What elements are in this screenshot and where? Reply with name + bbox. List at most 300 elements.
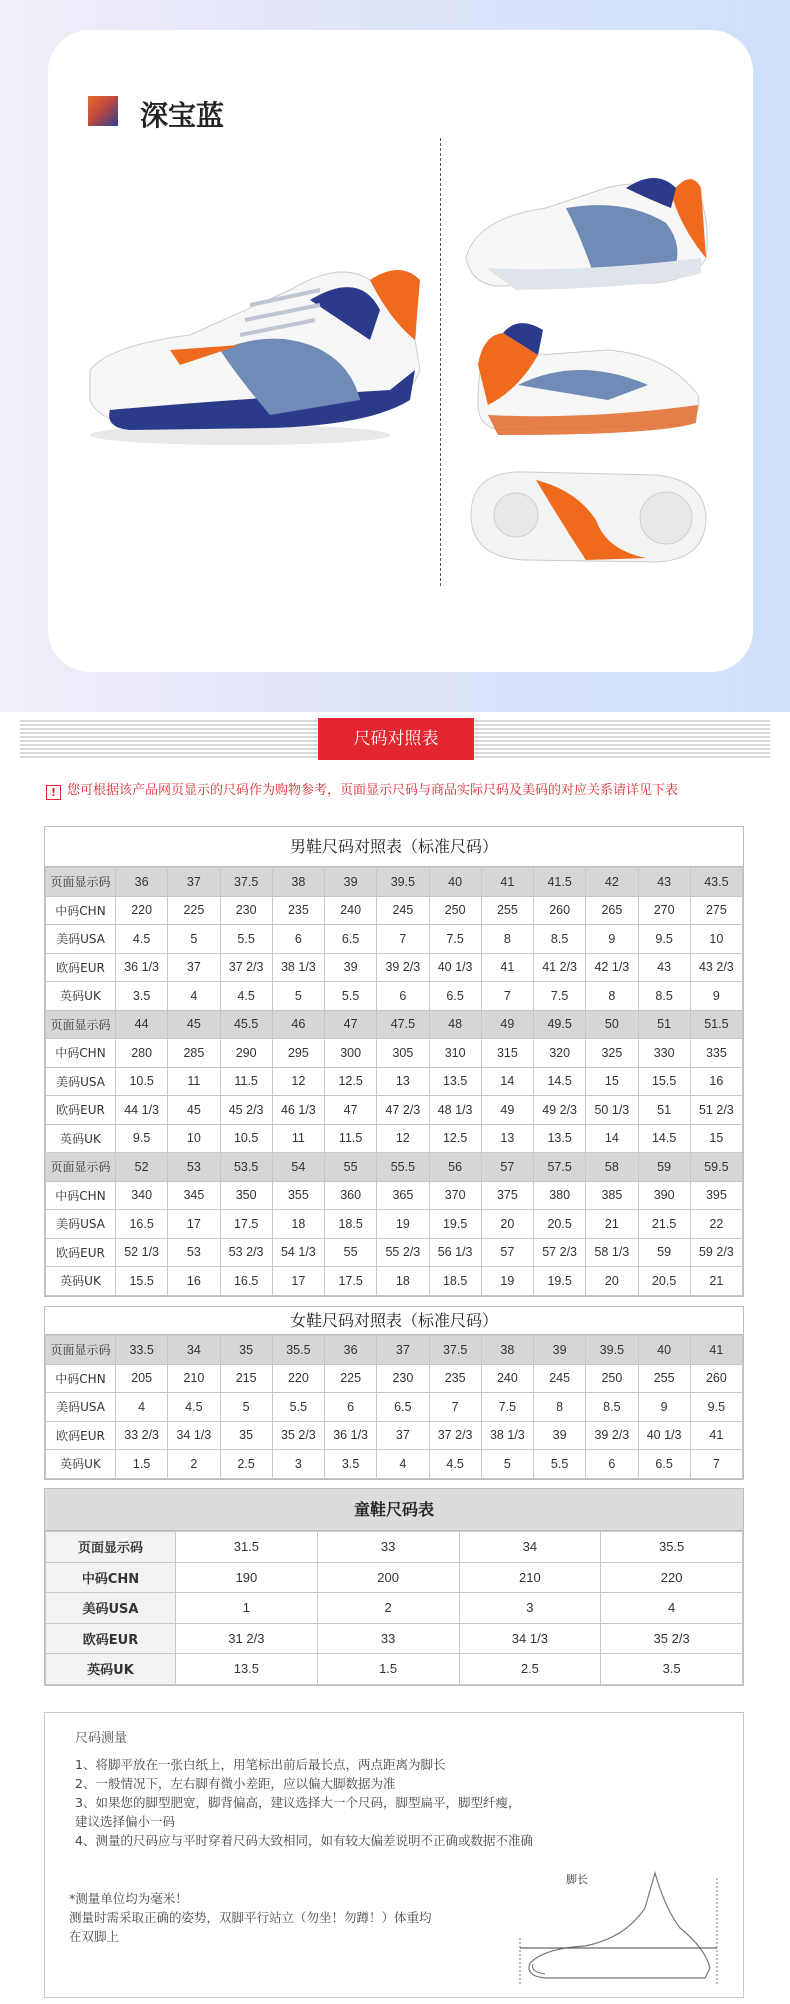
table-cell: 34 1/3: [459, 1623, 601, 1654]
table-cell: 43 2/3: [690, 953, 742, 982]
measure-guide: [44, 1712, 744, 1998]
womens-size-table: [44, 1306, 744, 1480]
table-cell: 40 1/3: [638, 1421, 690, 1450]
table-cell: 54 1/3: [272, 1238, 324, 1267]
table-cell: 34: [168, 1336, 220, 1365]
table-cell: 205: [116, 1364, 168, 1393]
table-row: [46, 1181, 743, 1210]
size-notice: [46, 780, 766, 802]
table-cell: 37: [377, 1421, 429, 1450]
kids-size-table: [44, 1488, 744, 1686]
table-cell: 10.5: [116, 1067, 168, 1096]
table-cell: 250: [586, 1364, 638, 1393]
table-cell: 53.5: [220, 1153, 272, 1182]
table-cell: 20: [481, 1210, 533, 1239]
table-cell: 190: [176, 1562, 318, 1593]
table-cell: 36 1/3: [116, 953, 168, 982]
table-cell: 2: [317, 1593, 459, 1624]
table-cell: 14.5: [638, 1124, 690, 1153]
table-cell: 19: [377, 1210, 429, 1239]
measure-title: 尺码测量: [75, 1731, 128, 1746]
table-cell: 11.5: [220, 1067, 272, 1096]
table-cell: 46: [272, 1010, 324, 1039]
table-cell: 350: [220, 1181, 272, 1210]
foot-length-label: 脚长: [566, 1873, 588, 1886]
table-row: [46, 1336, 743, 1365]
table-cell: 41: [481, 868, 533, 897]
table-cell: 260: [534, 896, 586, 925]
row-label: 中码CHN: [46, 896, 116, 925]
table-cell: 45: [168, 1010, 220, 1039]
table-cell: 39: [325, 953, 377, 982]
measure-note-line: 在双脚上: [69, 1929, 120, 1944]
table-cell: 33 2/3: [116, 1421, 168, 1450]
table-cell: 35 2/3: [601, 1623, 743, 1654]
table-cell: 310: [429, 1039, 481, 1068]
table-cell: 40 1/3: [429, 953, 481, 982]
mens-size-table: [44, 826, 744, 1297]
row-label: 中码CHN: [46, 1181, 116, 1210]
table-cell: 9.5: [690, 1393, 742, 1422]
table-cell: 13.5: [429, 1067, 481, 1096]
row-label: 页面显示码: [46, 1336, 116, 1365]
table-cell: 18.5: [429, 1267, 481, 1296]
shoe-side-image: [456, 148, 716, 298]
row-label: 英码UK: [46, 1450, 116, 1479]
table-cell: 7: [690, 1450, 742, 1479]
table-cell: 5: [168, 925, 220, 954]
table-cell: 8: [481, 925, 533, 954]
table-cell: 33.5: [116, 1336, 168, 1365]
table-cell: 3: [459, 1593, 601, 1624]
notice-text: 您可根据该产品网页显示的尺码作为购物参考，页面显示尺码与商品实际尺码及美码的对应关系请详见下表: [67, 783, 679, 798]
table-cell: 8.5: [586, 1393, 638, 1422]
table-cell: 58 1/3: [586, 1238, 638, 1267]
table-cell: 245: [534, 1364, 586, 1393]
table-cell: 7: [429, 1393, 481, 1422]
table-cell: 38 1/3: [481, 1421, 533, 1450]
table-cell: 8.5: [638, 982, 690, 1011]
table-cell: 35: [220, 1336, 272, 1365]
table-cell: 22: [690, 1210, 742, 1239]
table-row: [46, 1067, 743, 1096]
table-cell: 16: [690, 1067, 742, 1096]
table-cell: 35 2/3: [272, 1421, 324, 1450]
shoe-main-image: [70, 250, 450, 450]
row-label: 美码USA: [46, 925, 116, 954]
table-cell: 355: [272, 1181, 324, 1210]
table-cell: 59 2/3: [690, 1238, 742, 1267]
table-cell: 39.5: [586, 1336, 638, 1365]
table-cell: 36: [116, 868, 168, 897]
table-cell: 9.5: [638, 925, 690, 954]
table-row: [46, 1010, 743, 1039]
table-cell: 39: [534, 1336, 586, 1365]
table-cell: 43: [638, 953, 690, 982]
table-cell: 58: [586, 1153, 638, 1182]
table-cell: 50: [586, 1010, 638, 1039]
table-cell: 14: [586, 1124, 638, 1153]
mens-table-grid: [45, 867, 743, 1296]
table-cell: 52 1/3: [116, 1238, 168, 1267]
table-cell: 49: [481, 1096, 533, 1125]
table-cell: 265: [586, 896, 638, 925]
row-label: 页面显示码: [46, 1010, 116, 1039]
table-cell: 44 1/3: [116, 1096, 168, 1125]
table-cell: 6.5: [377, 1393, 429, 1422]
table-cell: 40: [638, 1336, 690, 1365]
row-label: 欧码EUR: [46, 1096, 116, 1125]
row-label: 美码USA: [46, 1210, 116, 1239]
table-cell: 49 2/3: [534, 1096, 586, 1125]
table-row: [46, 868, 743, 897]
table-cell: 335: [690, 1039, 742, 1068]
table-cell: 40: [429, 868, 481, 897]
table-cell: 6: [325, 1393, 377, 1422]
table-cell: 9: [586, 925, 638, 954]
table-cell: 51: [638, 1096, 690, 1125]
table-cell: 8: [534, 1393, 586, 1422]
row-label: 中码CHN: [46, 1039, 116, 1068]
table-cell: 56: [429, 1153, 481, 1182]
row-label: 英码UK: [46, 1654, 176, 1685]
table-cell: 390: [638, 1181, 690, 1210]
table-cell: 4.5: [168, 1393, 220, 1422]
row-label: 美码USA: [46, 1593, 176, 1624]
table-cell: 230: [220, 896, 272, 925]
measure-step: 2、一般情况下，左右脚有微小差距，应以偏大脚数据为准: [75, 1776, 396, 1791]
table-cell: 39 2/3: [377, 953, 429, 982]
table-cell: 19.5: [429, 1210, 481, 1239]
table-cell: 48 1/3: [429, 1096, 481, 1125]
table-cell: 4.5: [220, 982, 272, 1011]
table-cell: 21: [690, 1267, 742, 1296]
table-cell: 35: [220, 1421, 272, 1450]
table-cell: 39: [534, 1421, 586, 1450]
table-cell: 12: [377, 1124, 429, 1153]
table-cell: 49.5: [534, 1010, 586, 1039]
table-cell: 57 2/3: [534, 1238, 586, 1267]
table-row: [46, 1623, 743, 1654]
table-cell: 11: [168, 1067, 220, 1096]
table-cell: 5: [481, 1450, 533, 1479]
table-row: [46, 953, 743, 982]
table-cell: 395: [690, 1181, 742, 1210]
table-cell: 320: [534, 1039, 586, 1068]
table-row: [46, 1532, 743, 1563]
table-cell: 47: [325, 1096, 377, 1125]
row-label: 页面显示码: [46, 1532, 176, 1563]
table-cell: 385: [586, 1181, 638, 1210]
table-cell: 5.5: [272, 1393, 324, 1422]
table-cell: 370: [429, 1181, 481, 1210]
table-cell: 295: [272, 1039, 324, 1068]
table-cell: 2.5: [220, 1450, 272, 1479]
row-label: 页面显示码: [46, 1153, 116, 1182]
table-cell: 240: [481, 1364, 533, 1393]
table-cell: 55: [325, 1238, 377, 1267]
table-cell: 37: [168, 868, 220, 897]
table-cell: 20.5: [534, 1210, 586, 1239]
table-cell: 300: [325, 1039, 377, 1068]
measure-step: 建议选择偏小一码: [75, 1814, 176, 1829]
table-cell: 15.5: [116, 1267, 168, 1296]
table-cell: 39: [325, 868, 377, 897]
row-label: 欧码EUR: [46, 953, 116, 982]
table-cell: 14.5: [534, 1067, 586, 1096]
table-cell: 250: [429, 896, 481, 925]
table-cell: 225: [168, 896, 220, 925]
table-cell: 47.5: [377, 1010, 429, 1039]
table-cell: 305: [377, 1039, 429, 1068]
table-cell: 59: [638, 1153, 690, 1182]
table-cell: 12: [272, 1067, 324, 1096]
table-cell: 8: [586, 982, 638, 1011]
table-cell: 38: [481, 1336, 533, 1365]
table-cell: 46 1/3: [272, 1096, 324, 1125]
table-row: [46, 982, 743, 1011]
table-row: [46, 1096, 743, 1125]
table-cell: 50 1/3: [586, 1096, 638, 1125]
table-cell: 6.5: [638, 1450, 690, 1479]
table-cell: 53 2/3: [220, 1238, 272, 1267]
table-cell: 3.5: [601, 1654, 743, 1685]
table-cell: 42 1/3: [586, 953, 638, 982]
row-label: 欧码EUR: [46, 1421, 116, 1450]
table-cell: 57: [481, 1153, 533, 1182]
table-row: [46, 1450, 743, 1479]
table-cell: 325: [586, 1039, 638, 1068]
mens-table-title: 男鞋尺码对照表（标准尺码）: [45, 827, 743, 867]
measure-note-line: *测量单位均为毫米！: [69, 1891, 188, 1906]
table-cell: 8.5: [534, 925, 586, 954]
table-cell: 11.5: [325, 1124, 377, 1153]
table-cell: 47: [325, 1010, 377, 1039]
table-cell: 220: [272, 1364, 324, 1393]
table-cell: 42: [586, 868, 638, 897]
table-cell: 225: [325, 1364, 377, 1393]
table-cell: 39 2/3: [586, 1421, 638, 1450]
table-cell: 55.5: [377, 1153, 429, 1182]
table-row: [46, 1593, 743, 1624]
table-cell: 210: [459, 1562, 601, 1593]
table-cell: 10: [690, 925, 742, 954]
table-row: [46, 1364, 743, 1393]
table-cell: 59: [638, 1238, 690, 1267]
product-card: [48, 30, 753, 672]
measure-note-line: 测量时需采取正确的姿势，双脚平行站立（勿坐！勿蹲！）体重均: [69, 1910, 432, 1925]
table-cell: 330: [638, 1039, 690, 1068]
table-cell: 16: [168, 1267, 220, 1296]
table-cell: 7.5: [429, 925, 481, 954]
table-cell: 4: [116, 1393, 168, 1422]
measure-step: 4、测量的尺码应与平时穿着尺码大致相同，如有较大偏差说明不正确或数据不准确: [75, 1833, 533, 1848]
table-cell: 12.5: [429, 1124, 481, 1153]
table-cell: 7: [377, 925, 429, 954]
table-cell: 41: [690, 1421, 742, 1450]
product-hero: [0, 0, 790, 712]
table-cell: 19.5: [534, 1267, 586, 1296]
table-cell: 15: [586, 1067, 638, 1096]
table-cell: 365: [377, 1181, 429, 1210]
kids-table-grid: [45, 1531, 743, 1685]
table-cell: 240: [325, 896, 377, 925]
table-cell: 10: [168, 1124, 220, 1153]
table-cell: 230: [377, 1364, 429, 1393]
table-cell: 235: [429, 1364, 481, 1393]
womens-table-title: 女鞋尺码对照表（标准尺码）: [45, 1307, 743, 1335]
table-row: [46, 1153, 743, 1182]
measure-step: 3、如果您的脚型肥宽，脚背偏高，建议选择大一个尺码，脚型扁平，脚型纤瘦，: [75, 1795, 521, 1810]
table-cell: 59.5: [690, 1153, 742, 1182]
row-label: 欧码EUR: [46, 1623, 176, 1654]
table-cell: 38 1/3: [272, 953, 324, 982]
row-label: 英码UK: [46, 1124, 116, 1153]
table-row: [46, 1421, 743, 1450]
table-cell: 1.5: [317, 1654, 459, 1685]
table-row: [46, 1654, 743, 1685]
row-label: 英码UK: [46, 1267, 116, 1296]
table-cell: 315: [481, 1039, 533, 1068]
table-cell: 53: [168, 1153, 220, 1182]
table-cell: 55 2/3: [377, 1238, 429, 1267]
table-cell: 220: [601, 1562, 743, 1593]
table-cell: 6: [377, 982, 429, 1011]
table-cell: 375: [481, 1181, 533, 1210]
table-cell: 360: [325, 1181, 377, 1210]
table-cell: 18.5: [325, 1210, 377, 1239]
womens-table-grid: [45, 1335, 743, 1479]
table-cell: 7.5: [534, 982, 586, 1011]
table-cell: 51 2/3: [690, 1096, 742, 1125]
table-cell: 37: [377, 1336, 429, 1365]
table-cell: 21: [586, 1210, 638, 1239]
table-cell: 220: [116, 896, 168, 925]
table-cell: 43: [638, 868, 690, 897]
table-cell: 245: [377, 896, 429, 925]
table-cell: 5.5: [534, 1450, 586, 1479]
table-cell: 15.5: [638, 1067, 690, 1096]
shoe-sole-image: [456, 450, 716, 580]
table-cell: 37.5: [429, 1336, 481, 1365]
table-cell: 37 2/3: [220, 953, 272, 982]
table-cell: 17: [168, 1210, 220, 1239]
table-cell: 34: [459, 1532, 601, 1563]
section-title: 尺码对照表: [318, 718, 474, 760]
table-cell: 5: [220, 1393, 272, 1422]
measure-step: 1、将脚平放在一张白纸上，用笔标出前后最长点，两点距离为脚长: [75, 1757, 446, 1772]
row-label: 英码UK: [46, 982, 116, 1011]
table-cell: 5.5: [325, 982, 377, 1011]
table-cell: 45: [168, 1096, 220, 1125]
table-cell: 210: [168, 1364, 220, 1393]
table-cell: 36: [325, 1336, 377, 1365]
kids-table-title: 童鞋尺码表: [45, 1489, 743, 1531]
table-cell: 10.5: [220, 1124, 272, 1153]
table-cell: 2: [168, 1450, 220, 1479]
table-cell: 4: [377, 1450, 429, 1479]
table-cell: 3: [272, 1450, 324, 1479]
table-cell: 18: [272, 1210, 324, 1239]
table-cell: 37.5: [220, 868, 272, 897]
table-cell: 57.5: [534, 1153, 586, 1182]
table-row: [46, 925, 743, 954]
table-cell: 31.5: [176, 1532, 318, 1563]
table-cell: 17.5: [220, 1210, 272, 1239]
table-cell: 14: [481, 1067, 533, 1096]
table-cell: 41 2/3: [534, 953, 586, 982]
table-cell: 3.5: [116, 982, 168, 1011]
table-cell: 45 2/3: [220, 1096, 272, 1125]
table-cell: 37 2/3: [429, 1421, 481, 1450]
table-cell: 380: [534, 1181, 586, 1210]
table-cell: 285: [168, 1039, 220, 1068]
table-row: [46, 1393, 743, 1422]
table-cell: 6: [586, 1450, 638, 1479]
table-cell: 49: [481, 1010, 533, 1039]
table-cell: 270: [638, 896, 690, 925]
measure-note: [69, 1889, 449, 1946]
table-cell: 4.5: [429, 1450, 481, 1479]
table-cell: 57: [481, 1238, 533, 1267]
table-cell: 16.5: [116, 1210, 168, 1239]
table-cell: 255: [638, 1364, 690, 1393]
table-cell: 39.5: [377, 868, 429, 897]
table-cell: 13.5: [176, 1654, 318, 1685]
table-row: [46, 1124, 743, 1153]
table-cell: 13: [481, 1124, 533, 1153]
table-cell: 55: [325, 1153, 377, 1182]
table-cell: 7: [481, 982, 533, 1011]
table-cell: 215: [220, 1364, 272, 1393]
table-cell: 35.5: [601, 1532, 743, 1563]
row-label: 美码USA: [46, 1393, 116, 1422]
table-cell: 2.5: [459, 1654, 601, 1685]
table-cell: 4.5: [116, 925, 168, 954]
table-cell: 53: [168, 1238, 220, 1267]
table-cell: 41.5: [534, 868, 586, 897]
row-label: 美码USA: [46, 1067, 116, 1096]
table-cell: 54: [272, 1153, 324, 1182]
table-cell: 41: [481, 953, 533, 982]
shoe-medial-image: [458, 305, 708, 445]
table-cell: 260: [690, 1364, 742, 1393]
table-cell: 345: [168, 1181, 220, 1210]
table-cell: 34 1/3: [168, 1421, 220, 1450]
color-swatch: [88, 96, 118, 126]
table-cell: 235: [272, 896, 324, 925]
table-cell: 13.5: [534, 1124, 586, 1153]
table-cell: 36 1/3: [325, 1421, 377, 1450]
table-cell: 41: [690, 1336, 742, 1365]
table-cell: 4: [601, 1593, 743, 1624]
table-cell: 13: [377, 1067, 429, 1096]
row-label: 中码CHN: [46, 1364, 116, 1393]
table-cell: 275: [690, 896, 742, 925]
table-cell: 9: [690, 982, 742, 1011]
foot-diagram-icon: [505, 1868, 735, 1988]
table-cell: 20.5: [638, 1267, 690, 1296]
table-cell: 6: [272, 925, 324, 954]
table-cell: 9.5: [116, 1124, 168, 1153]
table-cell: 52: [116, 1153, 168, 1182]
table-cell: 290: [220, 1039, 272, 1068]
table-cell: 44: [116, 1010, 168, 1039]
table-cell: 16.5: [220, 1267, 272, 1296]
table-cell: 47 2/3: [377, 1096, 429, 1125]
table-cell: 33: [317, 1532, 459, 1563]
color-name: 深宝蓝: [140, 99, 225, 132]
